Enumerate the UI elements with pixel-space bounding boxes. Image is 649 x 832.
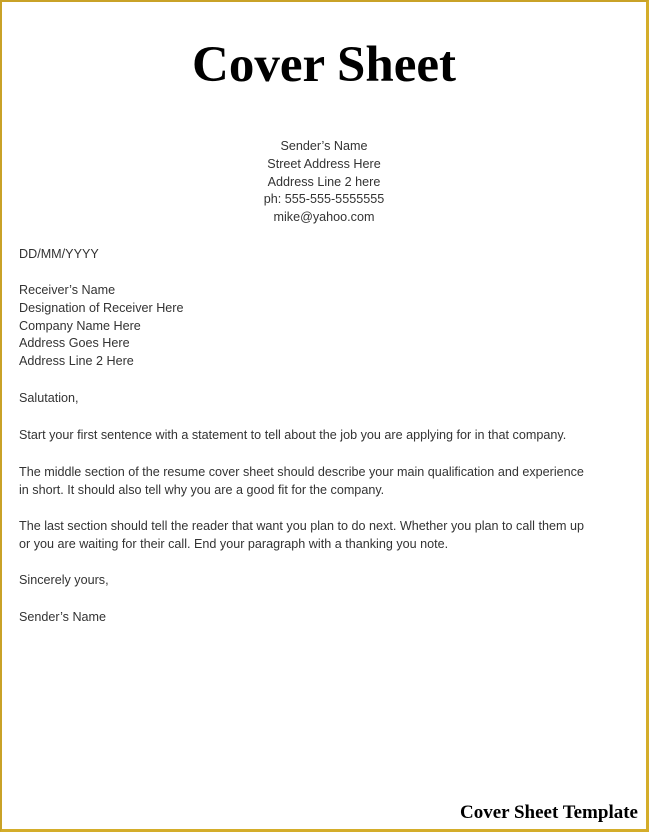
document-title: Cover Sheet	[192, 37, 456, 93]
closing	[19, 572, 632, 590]
sender-address-block	[2, 138, 646, 227]
sender-name: Sender’s Name	[280, 139, 368, 153]
receiver-company: Company Name Here	[19, 318, 141, 333]
paragraph-line: in short. It should also tell why you are a good fit for the company.	[19, 482, 385, 497]
paragraph-line: Start your first sentence with a statement to tell about the job you are applying for in that company.	[19, 428, 567, 442]
paragraph-line: The middle section of the resume cover sheet should describe your main qualification and experience	[19, 465, 584, 479]
receiver-address-block	[19, 282, 632, 371]
sender-street: Street Address Here	[267, 156, 381, 171]
letter-date	[19, 246, 632, 264]
salutation-text: Salutation,	[19, 391, 79, 405]
body-paragraph-1	[19, 427, 632, 445]
sender-email: mike@yahoo.com	[273, 210, 375, 225]
receiver-designation: Designation of Receiver Here	[19, 300, 184, 315]
sender-address-line-2: Address Line 2 here	[267, 174, 381, 189]
receiver-address-line-2: Address Line 2 Here	[19, 354, 134, 369]
paragraph-line: The last section should tell the reader that want you plan to do next. Whether you plan to call them up	[19, 519, 584, 533]
closing-text: Sincerely yours,	[19, 573, 109, 587]
signature	[19, 609, 632, 627]
date-text: DD/MM/YYYY	[19, 247, 99, 261]
receiver-address-line-1: Address Goes Here	[19, 336, 130, 351]
salutation	[19, 390, 632, 408]
template-caption: Cover Sheet Template	[459, 802, 638, 823]
receiver-name: Receiver’s Name	[19, 283, 116, 297]
sender-phone: ph: 555-555-5555555	[263, 192, 385, 207]
paragraph-line: or you are waiting for their call. End your paragraph with a thanking you note.	[19, 536, 449, 551]
body-paragraph-3	[19, 518, 632, 554]
body-paragraph-2	[19, 464, 632, 500]
signature-name: Sender’s Name	[19, 610, 107, 624]
